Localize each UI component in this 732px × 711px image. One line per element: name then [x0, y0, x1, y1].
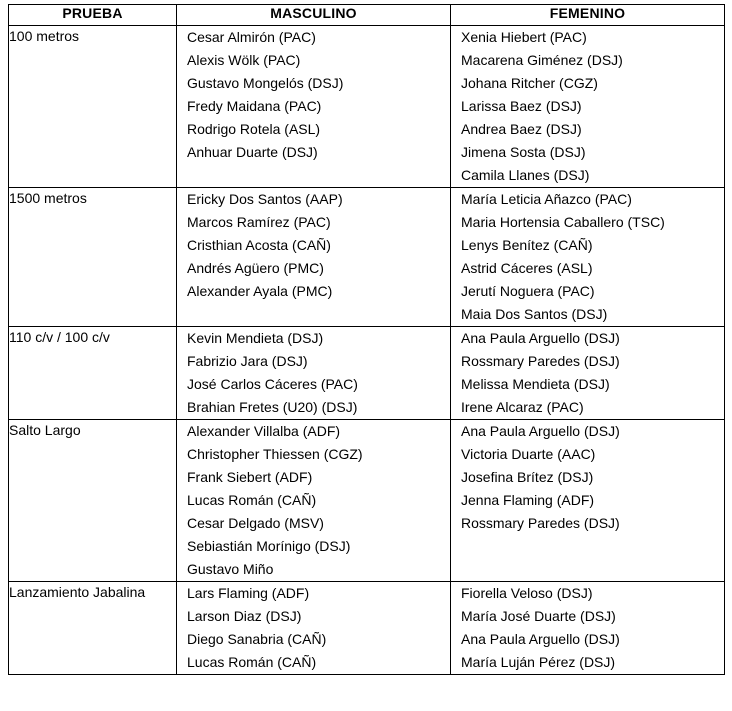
list-item: Lucas Román (CAÑ)	[187, 654, 317, 670]
cell-prueba: 1500 metros	[9, 188, 177, 327]
list-item: Fabrizio Jara (DSJ)	[187, 353, 308, 369]
list-item: Camila Llanes (DSJ)	[461, 167, 590, 183]
cell-masculino	[177, 582, 451, 675]
table-row	[9, 188, 725, 327]
list-item: Fredy Maidana (PAC)	[187, 98, 322, 114]
list-item: Anhuar Duarte (DSJ)	[187, 144, 318, 160]
list-item: Larissa Baez (DSJ)	[461, 98, 582, 114]
header-row	[9, 5, 725, 26]
table-row	[9, 26, 725, 188]
list-item: Xenia Hiebert (PAC)	[461, 29, 587, 45]
athlete-list-masculino	[177, 582, 450, 674]
list-item: Marcos Ramírez (PAC)	[187, 214, 331, 230]
list-item: María Luján Pérez (DSJ)	[461, 654, 616, 670]
cell-prueba: Lanzamiento Jabalina	[9, 582, 177, 675]
table-body	[9, 26, 725, 675]
list-item: Ana Paula Arguello (DSJ)	[461, 631, 620, 647]
list-item: Johana Ritcher (CGZ)	[461, 75, 598, 91]
list-item: Alexander Villalba (ADF)	[187, 423, 341, 439]
list-item: María Leticia Añazco (PAC)	[461, 191, 632, 207]
cell-prueba: 100 metros	[9, 26, 177, 188]
cell-masculino	[177, 420, 451, 582]
list-item: Irene Alcaraz (PAC)	[461, 399, 584, 415]
list-item: Ericky Dos Santos (AAP)	[187, 191, 343, 207]
cell-prueba: Salto Largo	[9, 420, 177, 582]
cell-femenino	[451, 420, 725, 582]
list-item: Victoria Duarte (AAC)	[461, 446, 596, 462]
list-item: Brahian Fretes (U20) (DSJ)	[187, 399, 358, 415]
list-item: Ana Paula Arguello (DSJ)	[461, 330, 620, 346]
list-item: Rossmary Paredes (DSJ)	[461, 353, 620, 369]
athlete-list-femenino	[451, 26, 724, 187]
column-header-masculino: MASCULINO	[177, 5, 451, 26]
list-item: José Carlos Cáceres (PAC)	[187, 376, 358, 392]
list-item: Alexis Wölk (PAC)	[187, 52, 301, 68]
list-item: Cristhian Acosta (CAÑ)	[187, 237, 331, 253]
list-item: Christopher Thiessen (CGZ)	[187, 446, 363, 462]
list-item: Rodrigo Rotela (ASL)	[187, 121, 321, 137]
table-row	[9, 420, 725, 582]
athlete-list-femenino	[451, 327, 724, 419]
list-item: Andrea Baez (DSJ)	[461, 121, 582, 137]
list-item: Lars Flaming (ADF)	[187, 585, 310, 601]
table-row	[9, 327, 725, 420]
list-item: Lenys Benítez (CAÑ)	[461, 237, 593, 253]
cell-masculino	[177, 26, 451, 188]
list-item: Diego Sanabria (CAÑ)	[187, 631, 327, 647]
list-item: Gustavo Miño	[187, 561, 274, 577]
athlete-list-femenino	[451, 582, 724, 674]
column-header-prueba: PRUEBA	[9, 5, 177, 26]
column-header-femenino: FEMENINO	[451, 5, 725, 26]
list-item: Maria Hortensia Caballero (TSC)	[461, 214, 665, 230]
athlete-list-masculino	[177, 420, 450, 581]
list-item: Ana Paula Arguello (DSJ)	[461, 423, 620, 439]
table-row	[9, 582, 725, 675]
list-item: Macarena Giménez (DSJ)	[461, 52, 623, 68]
cell-femenino	[451, 582, 725, 675]
list-item: Lucas Román (CAÑ)	[187, 492, 317, 508]
list-item: Andrés Agüero (PMC)	[187, 260, 324, 276]
list-item: Josefina Brítez (DSJ)	[461, 469, 594, 485]
cell-femenino	[451, 26, 725, 188]
list-item: Cesar Almirón (PAC)	[187, 29, 316, 45]
cell-masculino	[177, 188, 451, 327]
athlete-list-masculino	[177, 188, 450, 303]
athlete-list-femenino	[451, 188, 724, 326]
list-item: Jerutí Noguera (PAC)	[461, 283, 595, 299]
list-item: Alexander Ayala (PMC)	[187, 283, 333, 299]
list-item: Gustavo Mongelós (DSJ)	[187, 75, 344, 91]
list-item: María José Duarte (DSJ)	[461, 608, 616, 624]
list-item: Jenna Flaming (ADF)	[461, 492, 595, 508]
cell-masculino	[177, 327, 451, 420]
athlete-list-femenino	[451, 420, 724, 535]
list-item: Maia Dos Santos (DSJ)	[461, 306, 608, 322]
list-item: Sebiastián Morínigo (DSJ)	[187, 538, 351, 554]
list-item: Rossmary Paredes (DSJ)	[461, 515, 620, 531]
list-item: Melissa Mendieta (DSJ)	[461, 376, 610, 392]
list-item: Cesar Delgado (MSV)	[187, 515, 324, 531]
athlete-list-masculino	[177, 26, 450, 164]
table-header	[9, 5, 725, 26]
list-item: Frank Siebert (ADF)	[187, 469, 313, 485]
cell-femenino	[451, 327, 725, 420]
list-item: Kevin Mendieta (DSJ)	[187, 330, 324, 346]
list-item: Larson Diaz (DSJ)	[187, 608, 302, 624]
list-item: Astrid Cáceres (ASL)	[461, 260, 593, 276]
results-table	[8, 4, 725, 675]
cell-femenino	[451, 188, 725, 327]
athlete-list-masculino	[177, 327, 450, 419]
cell-prueba: 110 c/v / 100 c/v	[9, 327, 177, 420]
list-item: Jimena Sosta (DSJ)	[461, 144, 586, 160]
list-item: Fiorella Veloso (DSJ)	[461, 585, 593, 601]
